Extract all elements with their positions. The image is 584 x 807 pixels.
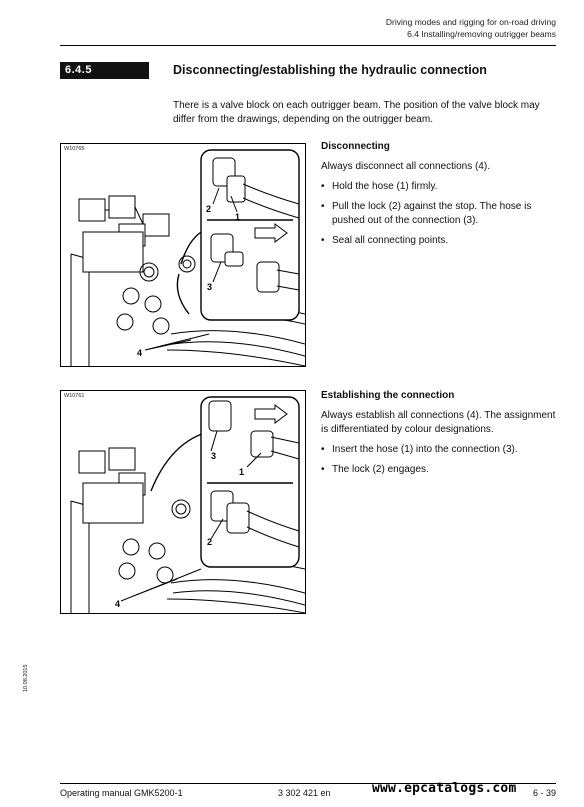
figure-code: W10765 [64,146,85,152]
running-header [386,16,556,40]
establishing-intro: Always establish all connections (4). The assignment is differentiated by colour designations. [321,410,556,435]
callout-3: 3 [207,282,213,292]
side-date: 10.08.2015 [23,664,29,692]
list-item: • Hold the hose (1) firmly. [321,181,438,192]
figure-establishing [60,390,306,614]
establishing-block [321,389,556,483]
establishing-steps [321,443,556,477]
section-title: Disconnecting/establishing the hydraulic connection [173,63,487,77]
bullet-icon: • [321,444,325,455]
footer-doc-number: 3 302 421 en [278,788,331,798]
bullet-icon: • [321,201,325,212]
bullet-icon: • [321,235,325,246]
figure-code: W10761 [64,393,85,399]
intro-paragraph: There is a valve block on each outrigger beam. The position of the valve block may differ from the drawings, depending on the outrigger beam. [173,100,540,125]
callout-4: 4 [137,348,143,358]
list-item: • Insert the hose (1) into the connection (3). [321,444,518,455]
bullet-icon: • [321,464,325,475]
list-item: • Pull the lock (2) against the stop. The hose is pushed out of the connection (3). [321,201,532,226]
footer-page-number: 6 - 39 [532,788,556,798]
disconnecting-block [321,140,556,254]
callout-3: 3 [211,451,217,461]
footer-manual-title: Operating manual GMK5200-1 [60,788,183,798]
header-chapter: Driving modes and rigging for on-road driving [385,17,556,27]
figure-disconnecting [60,143,306,367]
header-rule [60,45,556,46]
valve-block-illustration [61,391,305,613]
header-section: 6.4 Installing/removing outrigger beams [407,29,556,39]
callout-1: 1 [239,467,245,477]
list-item: • Seal all connecting points. [321,235,449,246]
disconnecting-heading: Disconnecting [321,141,390,152]
callout-2: 2 [206,204,212,214]
callout-1: 1 [235,212,241,222]
establishing-heading: Establishing the connection [321,390,455,401]
valve-block-illustration [61,144,305,366]
disconnecting-intro: Always disconnect all connections (4). [321,161,490,172]
section-number: 6.4.5 [60,62,149,79]
callout-4: 4 [115,599,121,609]
disconnecting-steps [321,180,556,248]
watermark: www.epcatalogs.com [372,781,517,796]
list-item: • The lock (2) engages. [321,464,429,475]
bullet-icon: • [321,181,325,192]
callout-2: 2 [207,537,213,547]
